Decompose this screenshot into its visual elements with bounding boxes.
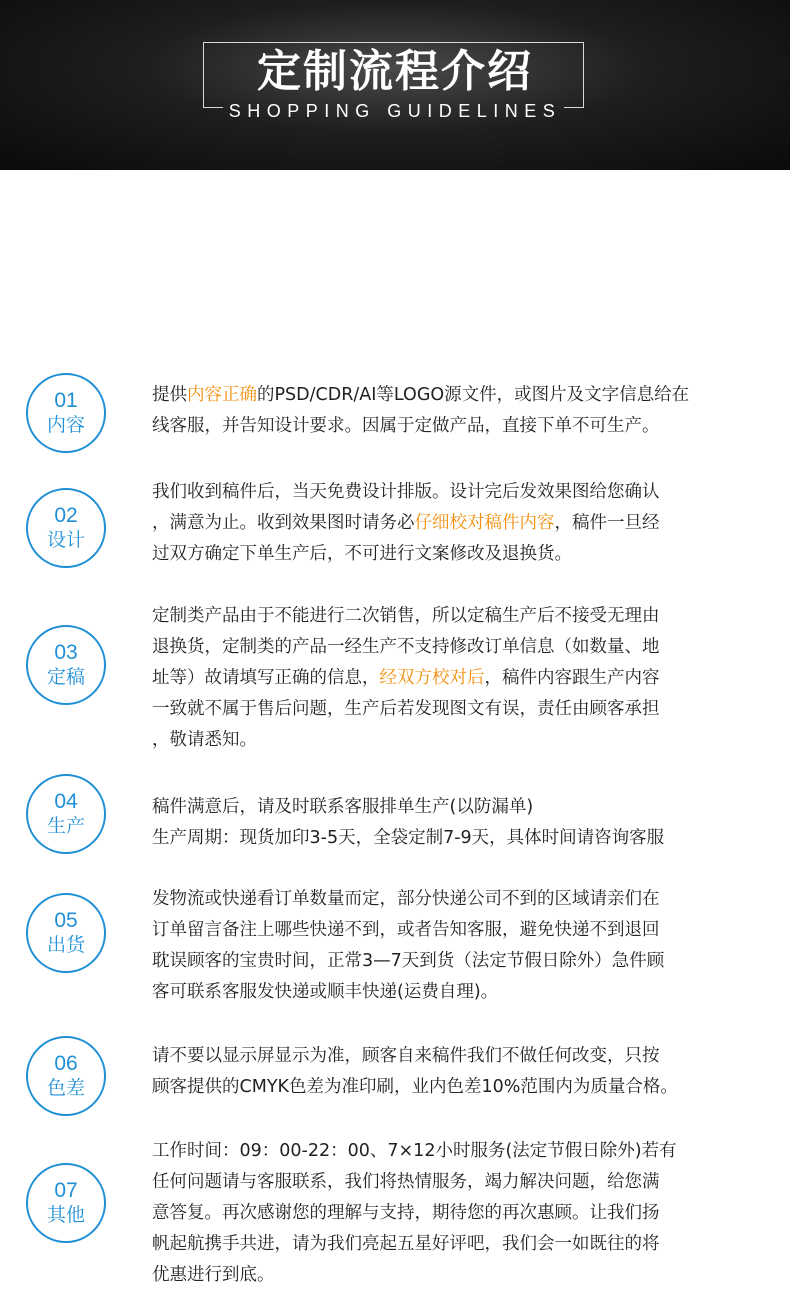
step-badge — [26, 774, 106, 854]
text-segment: ，满意为止。收到效果图时请务必 — [152, 513, 415, 533]
text-segment: 任何问题请与客服联系，我们将热情服务，竭力解决问题，给您满 — [152, 1172, 660, 1192]
text-segment: 发物流或快递看订单数量而定，部分快递公司不到的区域请亲们在 — [152, 889, 660, 909]
highlight-text: 内容正确 — [187, 385, 257, 405]
text-segment: 客可联系客服发快递或顺丰快递(运费自理)。 — [152, 982, 499, 1002]
description-line — [152, 1198, 752, 1229]
text-segment: 优惠进行到底。 — [152, 1265, 275, 1285]
step-badge — [26, 1163, 106, 1243]
header-banner — [0, 0, 790, 170]
text-segment: ，稿件内容跟生产内容 — [484, 668, 660, 688]
text-segment: 意答复。再次感谢您的理解与支持，期待您的再次惠顾。让我们扬 — [152, 1203, 660, 1223]
description-line — [152, 1229, 752, 1260]
text-segment: 线客服，并告知设计要求。因属于定做产品，直接下单不可生产。 — [152, 416, 660, 436]
text-segment: 提供 — [152, 385, 187, 405]
description-line — [152, 601, 752, 632]
step-number: 05 — [54, 909, 78, 932]
highlight-text: 仔细校对稿件内容 — [414, 513, 555, 533]
description-line — [152, 884, 752, 915]
text-segment: 退换货，定制类的产品一经生产不支持修改订单信息（如数量、地 — [152, 637, 660, 657]
text-segment: 稿件满意后，请及时联系客服排单生产(以防漏单) — [152, 797, 534, 817]
step-number: 03 — [54, 641, 78, 664]
description-line — [152, 823, 752, 854]
text-segment: 我们收到稿件后，当天免费设计排版。设计完后发效果图给您确认 — [152, 482, 660, 502]
description-line — [152, 1260, 752, 1291]
step-number: 02 — [54, 504, 78, 527]
description-line — [152, 380, 752, 411]
description-line — [152, 663, 752, 694]
highlight-text: 经双方校对后 — [379, 668, 485, 688]
step-description — [152, 1041, 752, 1103]
text-segment: 订单留言备注上哪些快递不到，或者告知客服，避免快递不到退回 — [152, 920, 660, 940]
step-label: 出货 — [46, 934, 85, 956]
description-line — [152, 508, 752, 539]
step-badge — [26, 1036, 106, 1116]
description-line — [152, 1167, 752, 1198]
text-segment: ，敬请悉知。 — [152, 730, 257, 750]
step-description — [152, 380, 752, 442]
description-line — [152, 1041, 752, 1072]
text-segment: 请不要以显示屏显示为准，顾客自来稿件我们不做任何改变，只按 — [152, 1046, 660, 1066]
step-number: 07 — [54, 1179, 78, 1202]
description-line — [152, 411, 752, 442]
text-segment: 耽误顾客的宝贵时间，正常3—7天到货（法定节假日除外）急件顾 — [152, 951, 665, 971]
text-segment: 定制类产品由于不能进行二次销售，所以定稿生产后不接受无理由 — [152, 606, 660, 626]
step-badge — [26, 893, 106, 973]
description-line — [152, 792, 752, 823]
step-label: 设计 — [46, 529, 85, 551]
step-label: 定稿 — [46, 666, 85, 688]
text-segment: 帆起航携手共进，请为我们亮起五星好评吧，我们会一如既往的将 — [152, 1234, 660, 1254]
description-line — [152, 977, 752, 1008]
page-subtitle: SHOPPING GUIDELINES — [228, 101, 562, 121]
text-segment: 的PSD/CDR/AI等LOGO源文件，或图片及文字信息给在 — [257, 385, 690, 405]
description-line — [152, 632, 752, 663]
step-label: 其他 — [46, 1204, 85, 1226]
step-description — [152, 792, 752, 854]
text-segment: 过双方确定下单生产后，不可进行文案修改及退换货。 — [152, 544, 572, 564]
text-segment: ，稿件一旦经 — [554, 513, 660, 533]
step-label: 色差 — [46, 1077, 85, 1099]
step-label: 生产 — [46, 815, 85, 837]
description-line — [152, 694, 752, 725]
step-description — [152, 477, 752, 570]
description-line — [152, 539, 752, 570]
description-line — [152, 725, 752, 756]
step-description — [152, 1136, 752, 1291]
step-badge — [26, 625, 106, 705]
step-number: 04 — [54, 790, 78, 813]
description-line — [152, 915, 752, 946]
description-line — [152, 1072, 752, 1103]
step-badge — [26, 373, 106, 453]
page-title: 定制流程介绍 — [257, 46, 533, 97]
text-segment: 工作时间：09：00-22：00、7×12小时服务(法定节假日除外)若有 — [152, 1141, 677, 1161]
text-segment: 生产周期：现货加印3-5天，全袋定制7-9天，具体时间请咨询客服 — [152, 828, 665, 848]
step-label: 内容 — [46, 414, 85, 436]
description-line — [152, 477, 752, 508]
step-number: 01 — [54, 389, 78, 412]
step-description — [152, 884, 752, 1008]
step-number: 06 — [54, 1052, 78, 1075]
text-segment: 顾客提供的CMYK色差为准印刷，业内色差10%范围内为质量合格。 — [152, 1077, 678, 1097]
description-line — [152, 946, 752, 977]
step-description — [152, 601, 752, 756]
text-segment: 址等）故请填写正确的信息， — [152, 668, 380, 688]
step-badge — [26, 488, 106, 568]
text-segment: 一致就不属于售后问题，生产后若发现图文有误，责任由顾客承担 — [152, 699, 660, 719]
